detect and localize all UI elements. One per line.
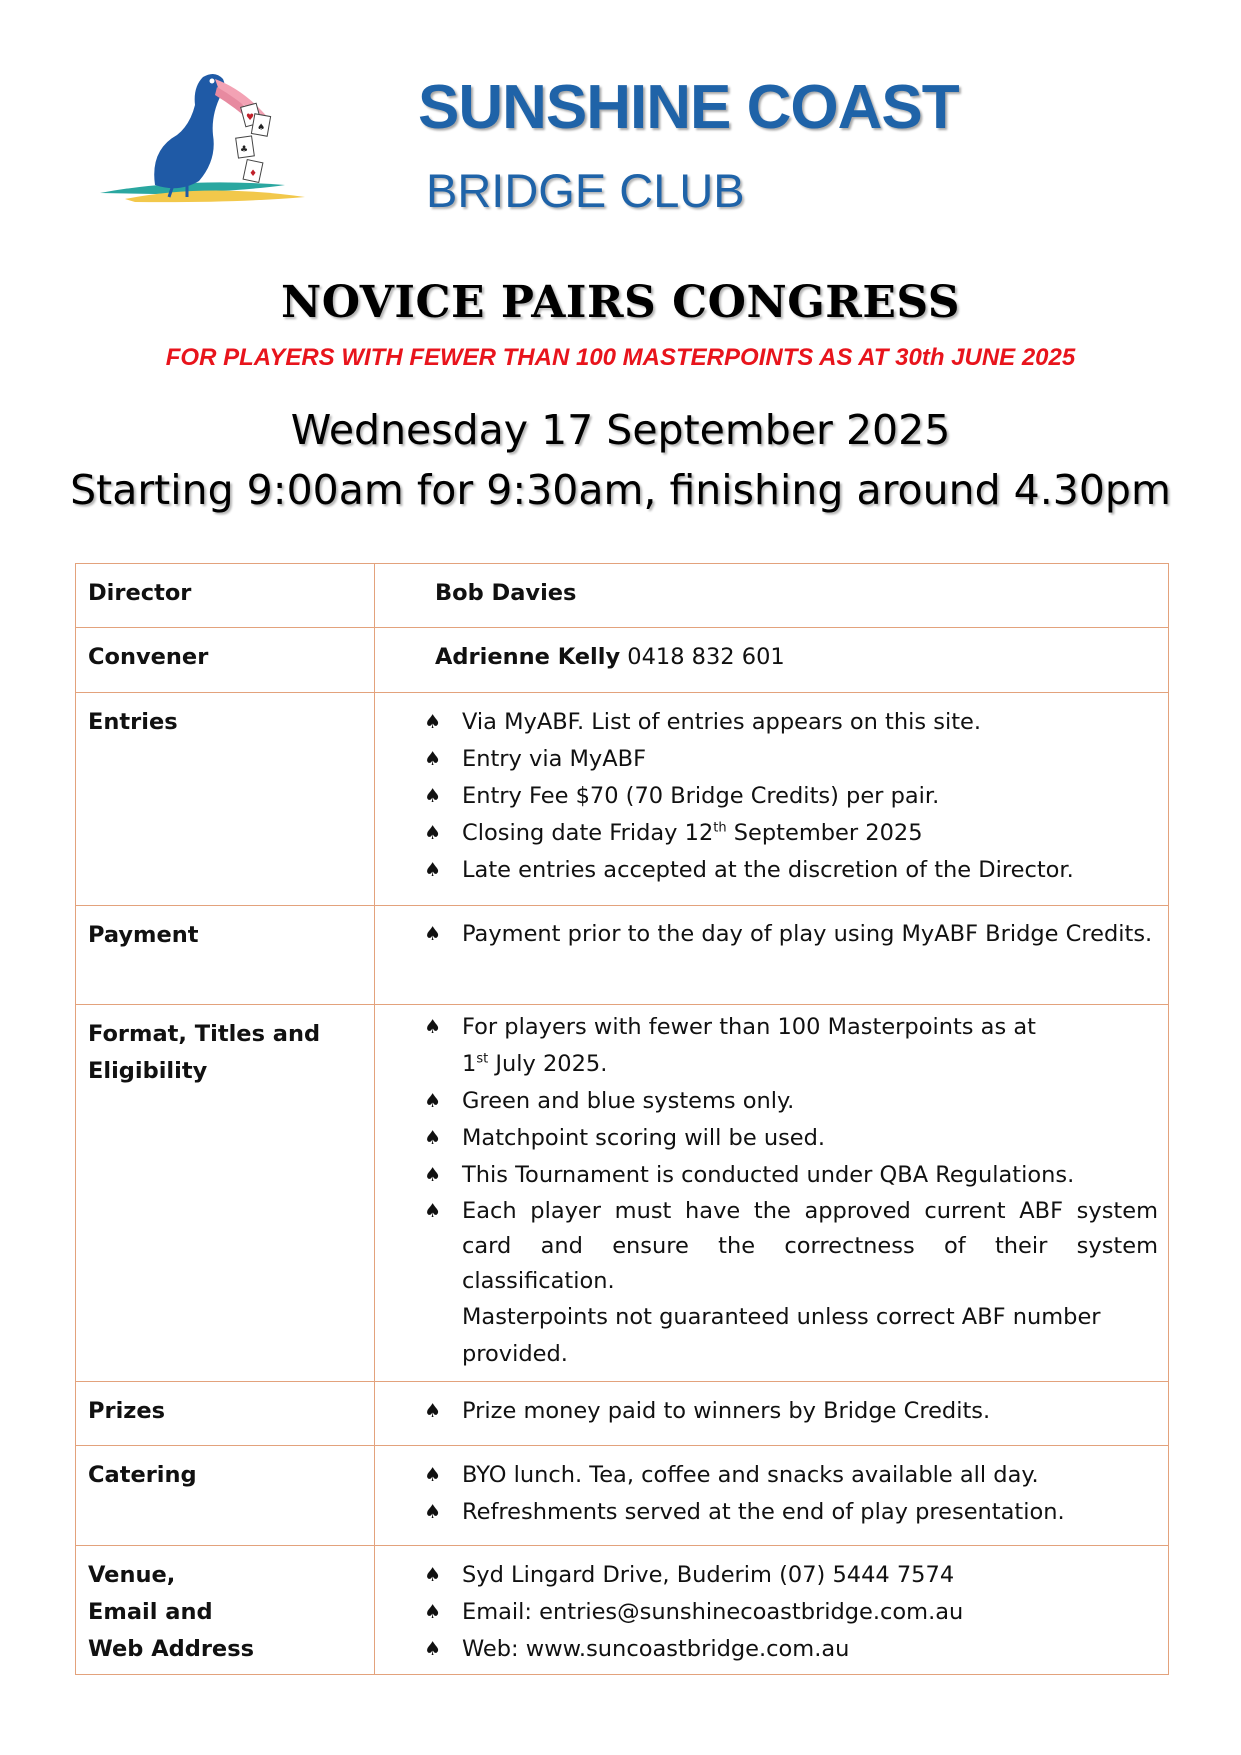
row-label: Entries [76,693,375,906]
spade-bullet-icon: ♠ [424,1164,442,1186]
table-row-entries [76,693,1169,906]
row-label: Venue, [88,1562,176,1588]
list-item: ♠ For players with fewer than 100 Masterpoints as at 1st July 2025. [424,1009,1158,1083]
spade-bullet-icon: ♠ [424,859,442,881]
spade-bullet-icon: ♠ [424,1200,442,1222]
row-label: Payment [76,906,375,1005]
director-name: Bob Davies [435,580,577,606]
row-label: Email and [88,1599,213,1625]
list-item: ♠ Matchpoint scoring will be used. [424,1120,1158,1157]
table-row-prizes [76,1382,1169,1446]
row-label: Web Address [88,1636,254,1662]
spade-bullet-icon: ♠ [424,1090,442,1112]
row-label: Prizes [76,1382,375,1446]
table-row-convener [76,628,1169,693]
row-label: Format, Titles and [88,1021,321,1047]
club-subtitle: BRIDGE CLUB [426,164,745,217]
table-row-director [76,564,1169,628]
svg-text:♥: ♥ [246,113,255,123]
list-item [424,1557,1158,1594]
spade-bullet-icon: ♠ [424,748,442,770]
list-item [424,1594,1158,1631]
event-details-table [75,563,1169,1675]
club-logo [95,65,310,215]
list-item: ♠ Payment prior to the day of play using MyABF Bridge Credits. [424,917,1158,952]
list-item: ♠ Via MyABF. List of entries appears on this site. [424,704,1158,741]
list-item: ♠ Entry Fee $70 (70 Bridge Credits) per pair. [424,778,1158,815]
email-address: Email: entries@sunshinecoastbridge.com.au [462,1599,964,1625]
list-item: ♠ Each player must have the approved current ABF system card and ensure the correctness of their system classification. [424,1194,1158,1299]
event-date: Wednesday 17 September 2025 [290,406,951,454]
row-label: Eligibility [88,1058,208,1084]
table-row-format [76,1005,1169,1382]
list-item: ♠ Closing date Friday 12th September 2025 [424,815,1158,852]
list-item: ♠ BYO lunch. Tea, coffee and snacks available all day. [424,1457,1158,1494]
event-time: Starting 9:00am for 9:30am, finishing around 4.30pm [70,466,1171,514]
list-item: ♠ Refreshments served at the end of play presentation. [424,1494,1158,1531]
list-item: ♠ This Tournament is conducted under QBA Regulations. [424,1157,1158,1194]
spade-bullet-icon: ♠ [424,711,442,733]
table-row-venue [76,1546,1169,1675]
spade-bullet-icon: ♠ [424,923,442,945]
list-item: ♠ Entry via MyABF [424,741,1158,778]
row-label: Convener [76,628,375,693]
svg-text:♣: ♣ [240,145,249,155]
list-item [424,1631,1158,1668]
club-name: SUNSHINE COAST [418,73,959,142]
svg-text:♠: ♠ [257,123,266,133]
spade-bullet-icon: ♠ [424,1501,442,1523]
spade-bullet-icon: ♠ [424,1601,442,1623]
spade-bullet-icon: ♠ [424,822,442,844]
web-address: Web: www.suncoastbridge.com.au [462,1636,850,1662]
spade-bullet-icon: ♠ [424,785,442,807]
spade-bullet-icon: ♠ [424,1638,442,1660]
row-label: Director [76,564,375,628]
spade-bullet-icon: ♠ [424,1464,442,1486]
list-item: ♠ Late entries accepted at the discretion of the Director. [424,852,1158,889]
convener-name: Adrienne Kelly [435,644,621,670]
venue-address: Syd Lingard Drive, Buderim (07) 5444 7574 [462,1562,955,1588]
table-row-catering [76,1446,1169,1546]
table-row-payment [76,906,1169,1005]
convener-phone: 0418 832 601 [620,644,785,670]
svg-text:♦: ♦ [249,169,258,179]
eligibility-banner: FOR PLAYERS WITH FEWER THAN 100 MASTERPOINTS AS AT 30th JUNE 2025 [165,344,1076,371]
event-title: NOVICE PAIRS CONGRESS [281,277,960,328]
list-item: Masterpoints not guaranteed unless correct ABF number provided. [462,1304,1101,1367]
list-item: ♠ Prize money paid to winners by Bridge Credits. [424,1393,1158,1430]
spade-bullet-icon: ♠ [424,1016,442,1038]
spade-bullet-icon: ♠ [424,1127,442,1149]
list-item: ♠ Green and blue systems only. [424,1083,1158,1120]
spade-bullet-icon: ♠ [424,1400,442,1422]
row-label: Catering [76,1446,375,1546]
spade-bullet-icon: ♠ [424,1564,442,1586]
